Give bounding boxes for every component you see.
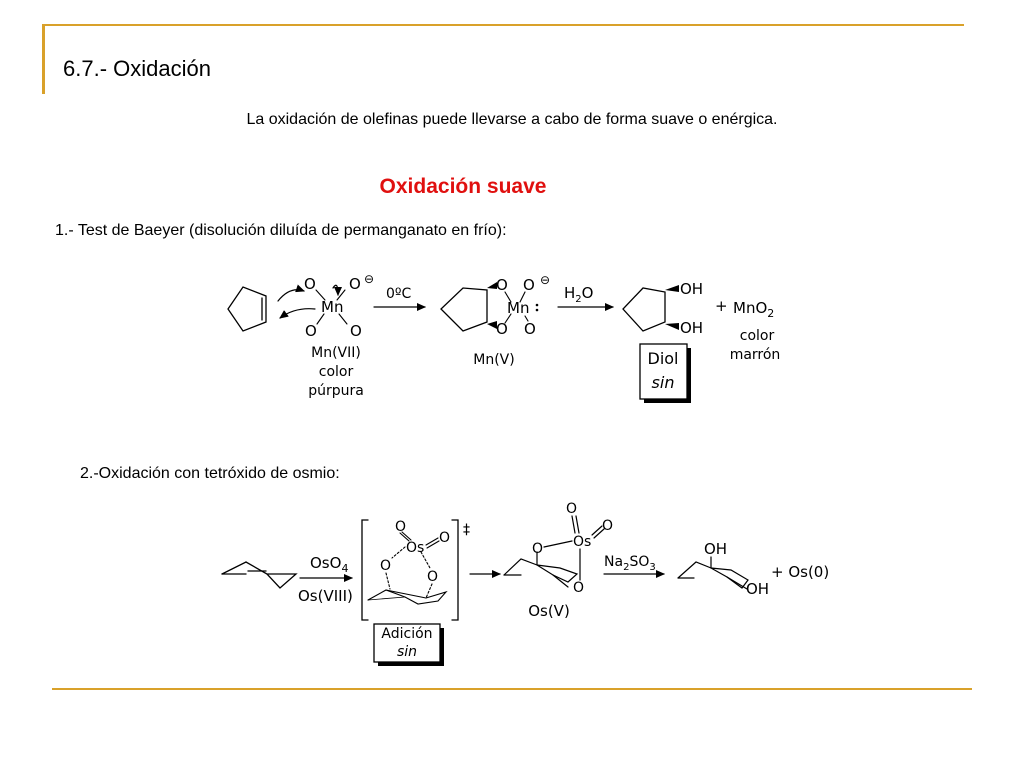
o-top-left: O <box>304 275 316 293</box>
cis-diol-product <box>623 280 703 337</box>
negative-charge: ⊖ <box>364 272 375 286</box>
oh-bottom: OH <box>680 319 704 337</box>
double-dagger: ‡ <box>463 522 470 538</box>
box-diol: Diol <box>647 349 679 368</box>
osmate-ester <box>504 501 613 596</box>
box-sin-2: sin <box>396 644 418 660</box>
os0-byproduct: + Os(0) <box>771 563 830 581</box>
mno2-byproduct <box>715 297 780 363</box>
item-baeyer-test: 1.- Test de Baeyer (disolución diluída de permanganato en frío): <box>55 222 507 239</box>
condition-temperature: 0ºC <box>386 286 412 302</box>
oh-top: OH <box>680 280 704 298</box>
mno2-color: color <box>739 328 775 344</box>
mno2-formula: MnO$_2$ <box>733 299 775 320</box>
ester-mn-atom: Mn <box>507 299 530 317</box>
ts-o1: O <box>395 519 407 535</box>
mn-v-label: Mn(V) <box>473 352 515 368</box>
diol-oh-top: OH <box>704 540 728 558</box>
water-reagent: $H_2O$ <box>564 284 594 305</box>
plus-sign: + <box>715 297 728 315</box>
osmate-os: Os <box>573 534 592 550</box>
manganate-ester <box>441 273 550 338</box>
ester-charge: ⊖ <box>540 273 551 287</box>
o-top-right: O <box>349 275 361 293</box>
ts-o4: O <box>427 569 439 585</box>
cyclohexene-molecule <box>222 562 296 588</box>
adicion-sin-box <box>374 624 444 666</box>
label-oxidation-state: Mn(VII) <box>311 345 361 361</box>
diol-oh-bottom: OH <box>746 580 770 598</box>
o-bottom-left: O <box>305 322 317 340</box>
ester-o-top-right: O <box>523 276 535 294</box>
scheme-osmium <box>222 501 829 666</box>
mno2-brown: marrón <box>729 347 781 363</box>
o-bottom-right: O <box>350 322 362 340</box>
ester-o-bottom: O <box>496 320 508 338</box>
mn-atom: Mn <box>321 298 344 316</box>
ts-o3: O <box>380 558 392 574</box>
item-osmium-oxidation: 2.-Oxidación con tetróxido de osmio: <box>80 465 340 482</box>
cyclohexanediol-product <box>678 540 769 598</box>
os-viii-label: Os(VIII) <box>298 587 353 605</box>
ester-o-bottom-right: O <box>524 320 536 338</box>
ts-o2: O <box>439 530 451 546</box>
ester-o-top: O <box>496 276 508 294</box>
transition-state <box>362 519 470 620</box>
slide-title: 6.7.- Oxidación <box>63 56 211 81</box>
label-purple: púrpura <box>308 383 364 399</box>
section-subtitle: Oxidación suave <box>379 175 547 198</box>
osmate-o-ring1: O <box>532 541 544 557</box>
os-v-label: Os(V) <box>528 602 570 620</box>
scheme-baeyer <box>228 272 780 403</box>
osmate-o-ring2: O <box>573 580 585 596</box>
box-sin: sin <box>651 373 675 392</box>
intro-text: La oxidación de olefinas puede llevarse a cabo de forma suave o enérgica. <box>246 111 778 128</box>
osmate-o-a: O <box>566 501 578 517</box>
box-adicion: Adición <box>381 626 433 642</box>
cyclopentene-molecule <box>228 287 266 331</box>
ts-os: Os <box>406 540 425 556</box>
na2so3-reagent: $Na_2SO_3$ <box>604 554 656 573</box>
mn-vii-label <box>308 345 364 399</box>
permanganate-ion <box>304 272 374 340</box>
diol-sin-box <box>640 344 691 403</box>
label-color: color <box>318 364 354 380</box>
osmate-o-b: O <box>602 518 614 534</box>
oso4-reagent: OsO$_4$ <box>310 554 349 575</box>
